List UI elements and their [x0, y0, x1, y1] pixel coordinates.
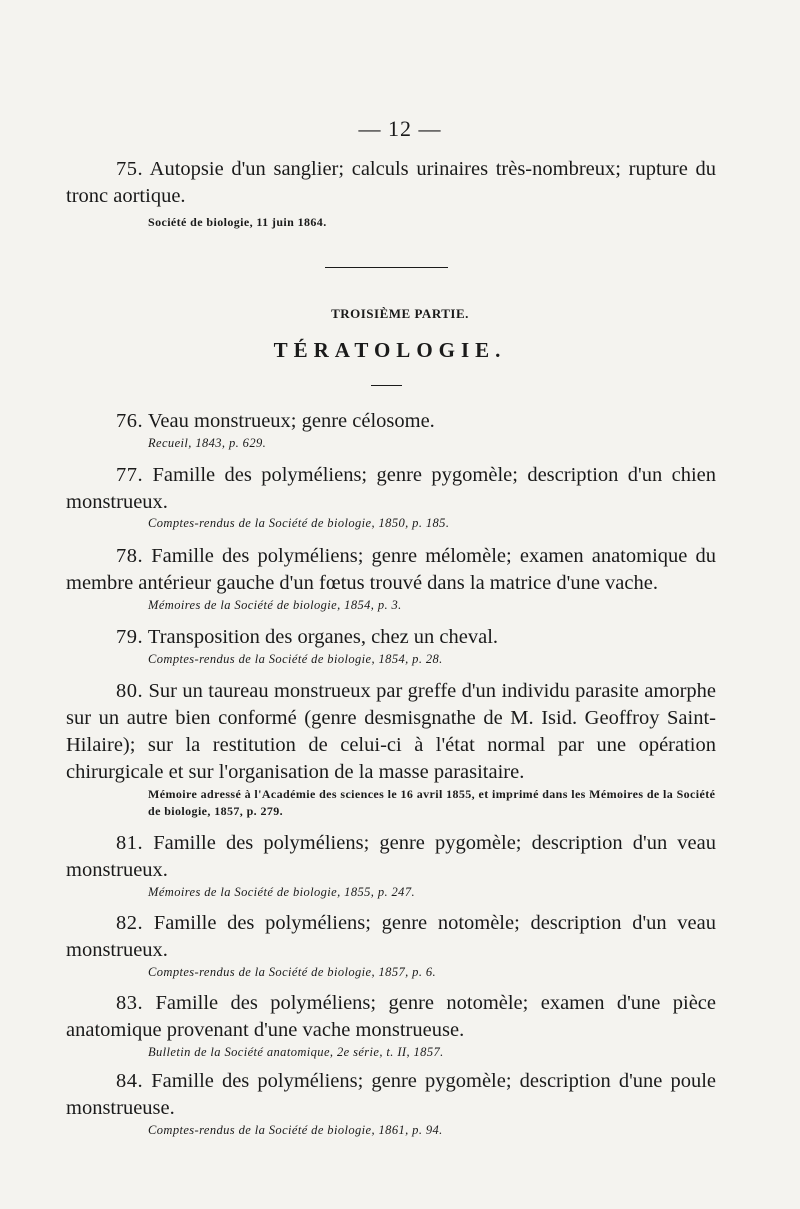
entry-text: Famille des polyméliens; genre mélomèle; examen anatomique du membre antérieur gauche d'un fœtus trouvé dans la matrice d'une vache. [66, 545, 716, 594]
citation-79: Comptes-rendus de la Société de biologie, 1854, p. 28. [148, 652, 443, 666]
entry-text: Famille des polyméliens; genre pygomèle; description d'un chien monstrueux. [66, 464, 716, 513]
entry-number: 83. [116, 992, 144, 1014]
entry-83 [66, 990, 716, 1044]
entry-number: 76. [116, 410, 144, 432]
citation-84: Comptes-rendus de la Société de biologie, 1861, p. 94. [148, 1123, 443, 1137]
citation-81: Mémoires de la Société de biologie, 1855, p. 247. [148, 885, 415, 899]
citation-80: Mémoire adressé à l'Académie des sciences le 16 avril 1855, et imprimé dans les Mémoires de la Société de biologie, 1857, p. 279. [148, 787, 716, 818]
entry-text: Famille des polyméliens; genre notomèle; description d'un veau monstrueux. [66, 912, 716, 961]
entry-80 [66, 678, 716, 786]
entry-text: Autopsie d'un sanglier; calculs urinaires très-nombreux; rupture du tronc aortique. [66, 158, 716, 207]
entry-number: 78. [116, 545, 144, 567]
entry-81 [66, 830, 716, 884]
entry-76 [66, 408, 716, 435]
citation-77: Comptes-rendus de la Société de biologie, 1850, p. 185. [148, 516, 450, 530]
section-title: TÉRATOLOGIE. [273, 338, 507, 362]
title-underline [371, 385, 402, 386]
entry-79 [66, 624, 716, 651]
entry-number: 82. [116, 912, 144, 934]
entry-75 [66, 156, 716, 210]
section-divider [325, 267, 448, 268]
entry-84 [66, 1068, 716, 1122]
entry-number: 77. [116, 464, 144, 486]
citation-83: Bulletin de la Société anatomique, 2e série, t. II, 1857. [148, 1045, 444, 1059]
entry-text: Famille des polyméliens; genre pygomèle; description d'une poule monstrueuse. [66, 1070, 716, 1119]
entry-number: 81. [116, 832, 144, 854]
entry-number: 79. [116, 626, 144, 648]
citation-75: Société de biologie, 11 juin 1864. [148, 215, 327, 229]
entry-text: Famille des polyméliens; genre notomèle; examen d'une pièce anatomique provenant d'une vache monstrueuse. [66, 992, 716, 1041]
entry-number: 80. [116, 680, 144, 702]
entry-text: Famille des polyméliens; genre pygomèle; description d'un veau monstrueux. [66, 832, 716, 881]
section-part: TROISIÈME PARTIE. [331, 306, 469, 321]
citation-78: Mémoires de la Société de biologie, 1854, p. 3. [148, 598, 402, 612]
page-number: — 12 — [358, 116, 442, 141]
entry-number: 84. [116, 1070, 144, 1092]
entry-82 [66, 910, 716, 964]
entry-number: 75. [116, 158, 144, 180]
entry-77 [66, 462, 716, 516]
entry-text: Veau monstrueux; genre célosome. [147, 410, 435, 432]
entry-text: Sur un taureau monstrueux par greffe d'un individu parasite amorphe sur un autre bien conformé (genre desmisgnathe de M. Isid. Geoffroy Saint-Hilaire); sur la restitution de celui-ci à l'état normal par une opération chirurgicale et sur l'organisation de la masse parasitaire. [66, 680, 716, 783]
citation-76: Recueil, 1843, p. 629. [148, 436, 267, 450]
entry-text: Transposition des organes, chez un cheval. [147, 626, 499, 648]
entry-78 [66, 543, 716, 597]
citation-82: Comptes-rendus de la Société de biologie, 1857, p. 6. [148, 965, 437, 979]
